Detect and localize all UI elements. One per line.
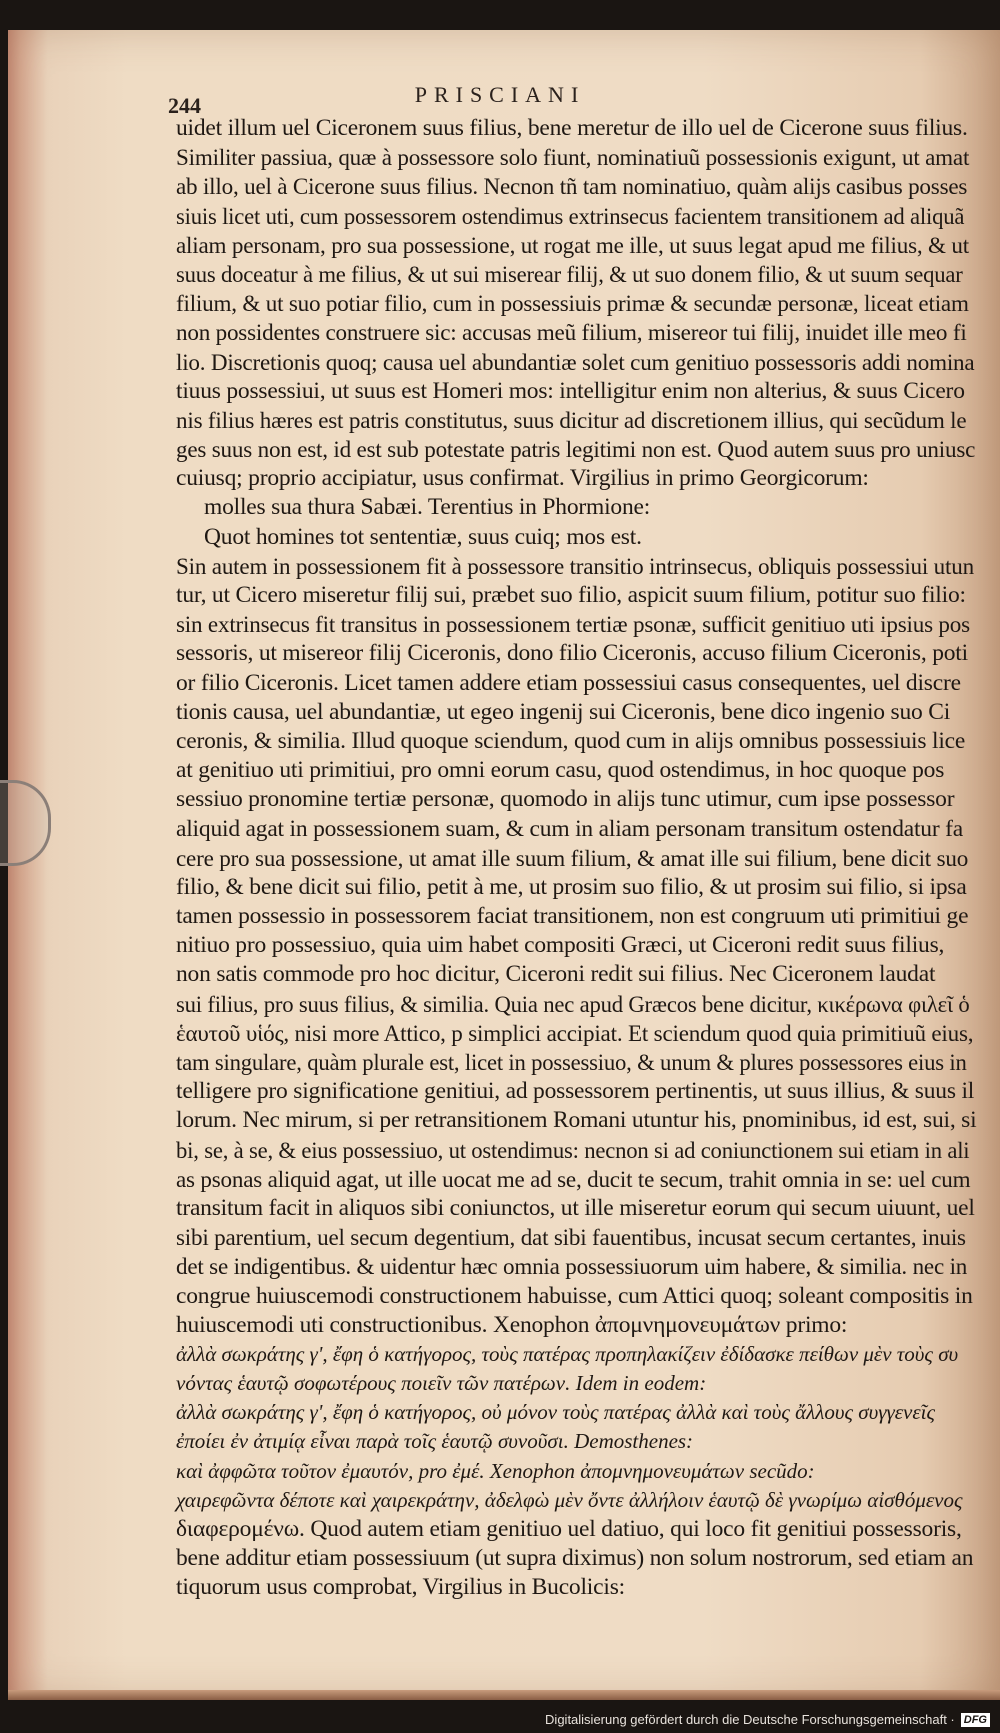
text-line: tur, ut Cicero miseretur filij sui, præbet suo filio, aspicit suum filium, potitur suo filio: — [176, 582, 966, 608]
page-edge — [8, 1690, 1000, 1700]
greek-line: καὶ ἀφφῶτα τοῦτον ἐμαυτόν, pro ἐμέ. Xenophon ἀπομνημονευμάτων secũdo: — [176, 1458, 815, 1483]
text-line: bi, se, à se, & eius possessiuo, ut ostendimus: necnon si ad coniunctionem sui etiam in ali — [176, 1137, 970, 1163]
text-line: cere pro sua possessione, ut amat ille suum filium, & amat ille sui filium, bene dicit suo — [176, 844, 969, 871]
text-line: transitum facit in aliquos sibi coniunctos, ut ille miseretur eorum qui secum uiuunt, uel — [176, 1194, 975, 1221]
text-line: bene additur etiam possessiuum (ut supra diximus) non solum nostrorum, sed etiam an — [176, 1545, 974, 1572]
greek-line: νόντας ἑαυτῷ σοφωτέρους ποιεῖν τῶν πατέρων. Idem in eodem: — [176, 1371, 707, 1396]
text-line: ἑαυτοῦ υἱός, nisi more Attico, p simplici accipiat. Et sciendum quod quia primitiuũ eius, — [176, 1019, 974, 1046]
text-line: tionis causa, uel abundantiæ, ut egeo ingenij sui Ciceronis, bene dico ingenio suo Ci — [176, 698, 951, 725]
text-line: διαφερομένω. Quod autem etiam genitiuo uel datiuo, qui loco fit genitiui possessoris, — [176, 1516, 962, 1542]
text-line: tam singulare, quàm plurale est, licet in possessiuo, & unum & plures possessores eius in — [176, 1050, 967, 1075]
text-line: filio, & bene dicit sui filio, petit à me, ut prosim suo filio, & ut prosim sui filio, si ipsa — [176, 873, 967, 900]
text-line: nitiuo pro possessiuo, quia uim habet compositi Græci, ut Ciceroni redit suus filius, — [176, 932, 945, 959]
greek-line: ἐποίει ἐν ἀτιμίᾳ εἶναι παρὰ τοῖς ἑαυτῷ συνοῦσι. Demosthenes: — [176, 1429, 694, 1454]
text-line: non possidentes construere sic: accusas meũ filium, misereor tui filij, inuidet ille meo fi — [176, 319, 967, 346]
text-line: aliquid agat in possessionem suam, & cum in aliam personam transitum ostendatur fa — [176, 815, 964, 842]
text-line: congrue huiuscemodi constructionem habuisse, cum Attici quoq; soleant compositis in — [176, 1282, 973, 1309]
text-line: sessoris, ut misereor filij Ciceronis, dono filio Ciceronis, accuso filium Ciceronis, poti — [176, 640, 968, 667]
text-line: Similiter passiua, quæ à possessore solo fiunt, nominatiuũ possessionis exigunt, ut amat — [176, 144, 970, 171]
text-line: or filio Ciceronis. Licet tamen addere etiam possessiui casus consequentes, uel discre — [176, 669, 961, 696]
text-line: at genitiuo uti primitiui, pro omni eorum casu, quod ostendimus, in hoc quoque pos — [176, 757, 945, 784]
text-line: lorum. Nec mirum, si per retransitionem Romani utuntur his, pnominibus, id est, sui, si — [176, 1107, 977, 1134]
text-line: lio. Discretionis quoq; causa uel abundantiæ solet cum genitiuo possessoris addi nomina — [176, 348, 975, 375]
text-line: Sin autem in possessionem fit à possessore transitio intrinsecus, obliquis possessiui utun — [176, 552, 974, 579]
page-number: 244 — [168, 93, 201, 118]
text-line: as psonas aliquid agat, ut ille uocat me ad se, ducit te secum, trahit omnia in se: uel cum — [176, 1165, 971, 1192]
text-line: det se indigentibus. & uidentur hæc omnia possessiuorum uim habere, & similia. nec in — [176, 1253, 968, 1280]
text-line: ges suus non est, id est sub potestate patris legitimi non est. Quod autem suus pro uniusc — [176, 436, 976, 463]
dfg-logo: DFG — [961, 1713, 990, 1727]
text-line: sui filius, pro suus filius, & similia. Quia nec apud Græcos bene dicitur, κικέρωνα φιλεῖ ὁ — [176, 991, 970, 1017]
digitization-credit — [545, 1712, 990, 1727]
text-line: cuiusq; proprio accipiatur, usus confirmat. Virgilius in primo Georgicorum: — [176, 465, 869, 492]
quotation-line: Quot homines tot sententiæ, suus cuiq; mos est. — [204, 523, 642, 550]
text-line: huiuscemodi uti constructionibus. Xenophon ἀπομνημονευμάτων primo: — [176, 1311, 848, 1338]
text-line: siuis licet uti, cum possessorem ostendimus extrinsecus facientem transitionem ad aliquã — [176, 203, 965, 229]
text-line: tiuus possessiui, ut suus est Homeri mos: intelligitur enim non alterius, & suus Cicero — [176, 377, 965, 404]
text-line: non satis commode pro hoc dicitur, Ciceroni redit sui filius. Nec Ciceronem laudat — [176, 961, 936, 988]
body-text — [176, 114, 976, 1603]
text-line: sibi parentium, uel secum degentium, dat sibi fauentibus, incusat secum certantes, inuis — [176, 1224, 966, 1251]
text-line: ceronis, & similia. Illud quoque sciendum, quod cum in alijs omnibus possessiuis lice — [176, 727, 966, 754]
running-head: PRISCIANI — [414, 82, 586, 107]
text-line: telligere pro significatione genitiui, ad possessorem pertinentis, ut suus illius, & suus il — [176, 1078, 975, 1105]
text-line: filium, & ut suo potiar filio, cum in possessiuis primæ & secundæ personæ, liceat etiam — [176, 290, 969, 317]
text-line: uidet illum uel Ciceronem suus filius, bene meretur de illo uel de Cicerone suus filius. — [176, 115, 968, 141]
text-line: ab illo, uel à Cicerone suus filius. Necnon tñ tam nominatiuo, quàm alijs casibus posses — [176, 173, 968, 200]
greek-line: ἀλλὰ σωκράτης γ', ἔφη ὁ κατήγορος, οὐ μόνον τοὺς πατέρας ἀλλὰ καὶ τοὺς ἄλλους συγγενεῖς — [176, 1400, 935, 1425]
text-line: sin extrinsecus fit transitus in possessionem tertiæ psonæ, sufficit genitiuo uti ipsius pos — [176, 611, 970, 638]
greek-line: χαιρεφῶντα δέποτε καὶ χαιρεκράτην, ἀδελφὼ μὲν ὄντε ἀλλήλοιν ἑαυτῷ δὲ γνωρίμω αἰσθόμενος — [176, 1487, 963, 1512]
text-line: sessiuo pronomine tertiæ personæ, quomodo in alijs tunc utimur, cum ipse possessor — [176, 786, 955, 813]
text-line: suus doceatur à me filius, & ut sui miserear filij, & ut suo donem filio, & ut suum sequar — [176, 261, 963, 287]
credit-text: Digitalisierung gefördert durch die Deutsche Forschungsgemeinschaft · — [545, 1712, 955, 1727]
text-line: nis filius hæres est patris constitutus, suus dicitur ad discretionem illius, qui secũdum le — [176, 406, 967, 433]
greek-line: ἀλλὰ σωκράτης γ', ἔφη ὁ κατήγορος, τοὺς πατέρας προπηλακίζειν ἐδίδασκε πείθων μὲν τοὺς συ — [176, 1341, 959, 1366]
text-line: aliam personam, pro sua possessione, ut rogat me ille, ut suus legat apud me filius, & ut — [176, 231, 969, 258]
quotation-line: molles sua thura Sabæi. Terentius in Phormione: — [204, 494, 651, 521]
text-line: tiquorum usus comprobat, Virgilius in Bucolicis: — [176, 1574, 625, 1601]
text-line: tamen possessio in possessorem faciat transitionem, non est congruum uti primitiui ge — [176, 903, 969, 930]
